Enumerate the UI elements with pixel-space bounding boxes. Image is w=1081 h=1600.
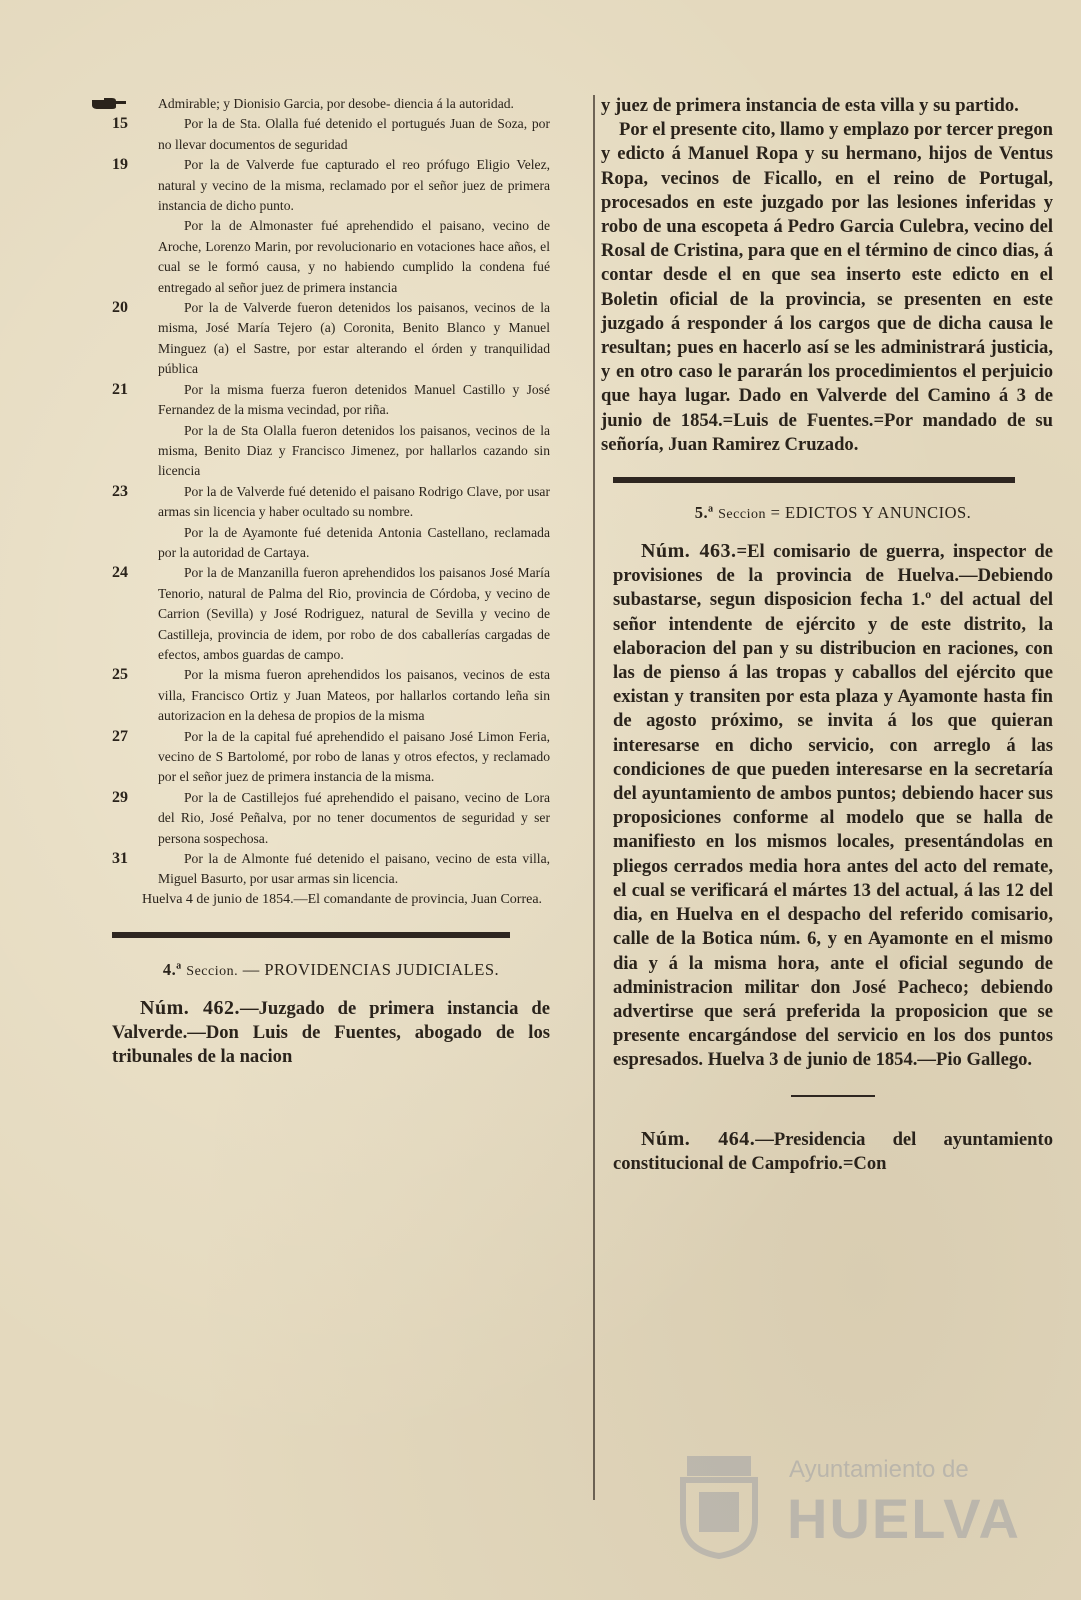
report-entries [112,94,550,890]
entry-day: 15 [112,115,128,133]
section-number: 5.ª [694,503,714,523]
entry-day: 25 [112,666,128,684]
report-entry [112,727,550,788]
watermark-line-2: HUELVA [787,1487,1021,1550]
entry-text: Por la de Castillejos fué aprehendido el paisano, vecino de Lora del Rio, José Peñalva, por no tener documentos de seguridad y ser persona sospechosa. [158,789,550,846]
report-entry [112,380,550,421]
entry-day: 24 [112,564,128,582]
notice-text: =El comisario de guerra, inspector de provisiones de la provincia de Huelva.—Debiendo subastarse, segun disposicion fecha 1.º del actual del señor intendente de ejército y de este distrito, la elaboracion del pan y su distribucion en raciones, con las de pienso á las tropas y caballos del ejército que existan y transiten por esta plaza y Ayamonte hasta fin de agosto próximo, se invita á los que quieran interesarse en dicho servicio, con arreglo á las condiciones de que pueden interesarse en la secretaría del ayuntamiento de ambos puntos; debiendo hacer sus proposiciones conforme al modelo que se halla de manifiesto en los mismos locales, presentándolas en pliegos cerrados media hora antes del acto del remate, el cual se verificará el mártes 13 del actual, á las 12 del dia, en Huelva en el despacho del referido comisario, calle de la Botica núm. 6, y en Ayamonte en el mismo dia y á la misma hora, ante el oficial segundo de administracion militar don José Pacheco; debiendo advertirse que será preferida la proposicion que se presente encargándose del servicio en los dos puntos espresados. Huelva 3 de junio de 1854.—Pio Gallego. [613,541,1053,1071]
notice-text: —Presidencia del ayuntamiento constitucional de Campofrio.=Con [613,1128,1054,1174]
notice-number: Núm. 464. [641,1127,756,1150]
section-label: Seccion [718,507,766,523]
report-entry [112,94,550,114]
entry-day: 23 [112,482,128,500]
short-divider [791,1095,875,1097]
entry-day: 29 [112,788,128,806]
section-number: 4.ª [162,959,182,979]
entry-text: Por la de Sta Olalla fueron detenidos los paisanos, vecinos de la misma, Benito Diaz y Francisco Jimenez, por hallarlos cazando sin licencia [158,422,550,479]
crest-icon [669,1450,769,1560]
left-column [112,94,550,1069]
entry-text: Por la de Manzanilla fueron aprehendidos los paisanos José María Tenorio, natural de Palma del Rio, provincia de Córdoba, y vecino de Carrion (Sevilla) y José Rodriguez, natural de Sevilla y vecino de Castilleja, provincia de idem, por robo de dos caballerías cargadas de efectos, ambos guardas de campo. [158,565,550,662]
report-entry [112,849,550,890]
edict-text: Por el presente cito, llamo y emplazo por tercer pregon y edicto á Manuel Ropa y su hermano, hijos de Ventus Ropa, vecinos de Ficallo, en el reino de Portugal, procesados en este juzgado por las lesiones inferidas y robo de una escopeta á Pedro Garcia Culebra, vecino del Rosal de Cristina, para que en el término de cinco dias, á contar desde el en que sea inserto este edicto en el Boletin oficial de la provincia, se presenten en este juzgado á responder á los cargos que de dicha causa le resultan; pues en hacerlo así se les administrará justicia, y en otro caso le pararán los procedimientos el perjuicio que haya lugar. Dado en Valverde del Camino á 3 de junio de 1854.=Luis de Fuentes.=Por mandado de su señoría, Juan Ramirez Cruzado. [601,119,1053,455]
notice-463 [613,539,1053,1072]
notice-464 [613,1127,1053,1176]
entry-text: Por la de Sta. Olalla fué detenido el portugués Juan de Soza, por no llevar documentos de seguridad [158,116,550,152]
section-5-heading [613,503,1053,523]
entry-day: 21 [112,380,128,398]
watermark [669,1450,1021,1560]
entry-text: Por la misma fueron aprehendidos los paisanos, vecinos de esta villa, Francisco Ortiz y Juan Mateos, por hallarlos cortando leña sin autorizacion en la dehesa de propios de la misma [158,667,550,724]
report-entry [112,216,550,298]
report-entry [112,788,550,849]
report-entry [112,155,550,216]
report-entry [112,114,550,155]
entry-day: 19 [112,156,128,174]
watermark-line-1: Ayuntamiento de [789,1456,969,1483]
entry-text: Por la de Ayamonte fué detenida Antonia Castellano, reclamada por la autoridad de Cartaya. [158,524,550,560]
entry-text: Por la de la capital fué aprehendido el paisano José Limon Feria, vecino de S Bartolomé, por robo de lanas y otros efectos, y reclamado por el señor juez de primera instancia de la misma. [158,728,550,785]
entry-day: 31 [112,850,128,868]
section-title: — PROVIDENCIAS JUDICIALES. [242,959,500,979]
notice-text: —Juzgado de primera instancia de Valverde.—Don Luis de Fuentes, abogado de los tribunales de la nacion [112,997,550,1068]
section-label: Seccion. [186,963,239,979]
section-divider [613,477,1015,483]
report-entry [112,421,550,482]
entry-text: Por la de Valverde fueron detenidos los paisanos, vecinos de la misma, José María Tejero (a) Coronita, Benito Blanco y Manuel Minguez (a) el Sastre, por estar alterando el órden y tranquilidad pública [158,300,550,377]
column-divider [593,95,595,1500]
report-entry [112,482,550,523]
section-title: = EDICTOS Y ANUNCIOS. [770,503,972,523]
notice-462-continuation [601,94,1053,457]
notice-number: Núm. 462. [140,996,241,1019]
entry-text: Por la de Almonaster fué aprehendido el paisano, vecino de Aroche, Lorenzo Marin, por revolucionario en votaciones hace años, el cual se le formó causa, y no habiendo cumplido la condena fué entregado al señor juez de primera instancia [158,218,550,295]
pointing-hand-icon [90,96,128,110]
report-entry [112,298,550,380]
report-entry [112,523,550,564]
entry-text: Admirable; y Dionisio Garcia, por desobe- diencia á la autoridad. [158,96,514,111]
entry-text: Por la misma fuerza fueron detenidos Manuel Castillo y José Fernandez de la misma vecindad, por riña. [158,381,550,418]
section-4-heading [112,960,550,980]
notice-462 [112,996,550,1070]
signature-line: Huelva 4 de junio de 1854.—El comandante de provincia, Juan Correa. [142,891,543,907]
entry-day: 20 [112,299,128,317]
entry-day: 27 [112,727,128,745]
section-divider [112,932,510,938]
report-entry [112,665,550,726]
entry-text: Por la de Almonte fué detenido el paisano, vecino de esta villa, Miguel Basurto, por usar armas sin licencia. [158,851,550,887]
entry-text: Por la de Valverde fue capturado el reo prófugo Eligio Velez, natural y vecino de la misma, reclamado por el señor juez de primera instancia de dicho punto. [158,157,550,214]
continuation-text: y juez de primera instancia de esta villa y su partido. [601,95,1019,116]
report-entry [112,563,550,665]
entry-text: Por la de Valverde fué detenido el paisano Rodrigo Clave, por usar armas sin licencia y haber ocultado su nombre. [158,483,550,520]
right-column [601,94,1054,1176]
notice-number: Núm. 463. [641,540,737,563]
